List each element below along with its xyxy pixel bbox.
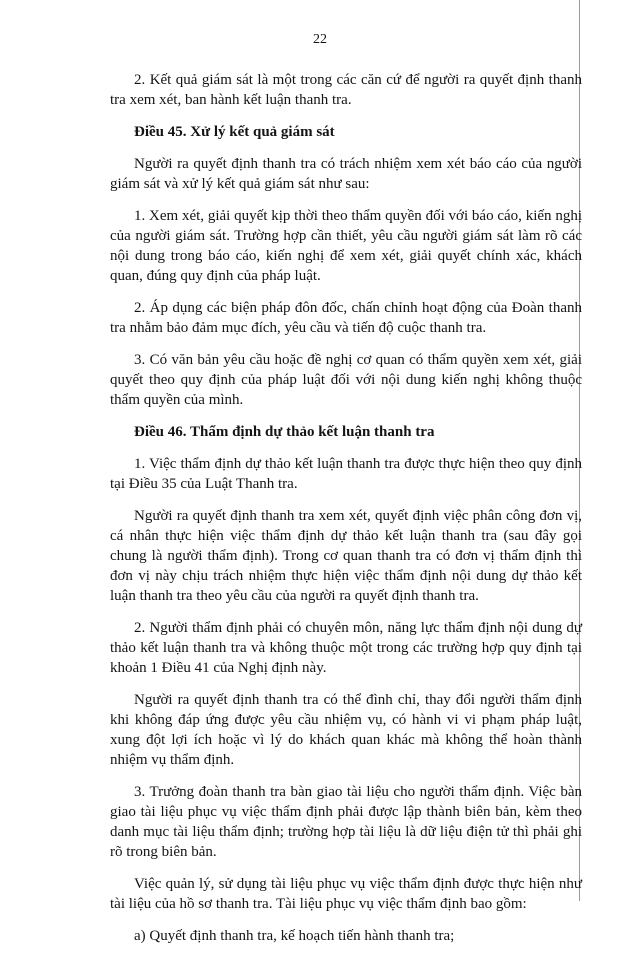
article-heading-46: Điều 46. Thẩm định dự thảo kết luận thanh tra <box>134 424 435 440</box>
paragraph: Việc quản lý, sử dụng tài liệu phục vụ việc thẩm định được thực hiện như tài liệu của hồ sơ thanh tra. Tài liệu phục vụ việc thẩm định bao gồm: <box>110 876 582 912</box>
paragraph: 2. Áp dụng các biện pháp đôn đốc, chấn chỉnh hoạt động của Đoàn thanh tra nhằm bảo đảm mục đích, yêu cầu và tiến độ cuộc thanh tra. <box>110 300 582 336</box>
paragraph: 1. Việc thẩm định dự thảo kết luận thanh tra được thực hiện theo quy định tại Điều 35 của Luật Thanh tra. <box>110 456 582 492</box>
paragraph: 2. Kết quả giám sát là một trong các căn cứ để người ra quyết định thanh tra xem xét, ban hành kết luận thanh tra. <box>110 72 582 108</box>
paragraph: a) Quyết định thanh tra, kế hoạch tiến hành thanh tra; <box>134 928 455 944</box>
paragraph: 1. Xem xét, giải quyết kịp thời theo thẩm quyền đối với báo cáo, kiến nghị của người giám sát. Trường hợp cần thiết, yêu cầu người giám sát làm rõ các nội dung trong báo cáo, kiến nghị để xem xét, giải quyết chính xác, khách quan, đúng quy định của pháp luật. <box>110 208 582 284</box>
article-heading-45: Điều 45. Xử lý kết quả giám sát <box>134 124 335 140</box>
paragraph: Người ra quyết định thanh tra có trách nhiệm xem xét báo cáo của người giám sát và xử lý kết quả giám sát như sau: <box>110 156 582 192</box>
paragraph: Người ra quyết định thanh tra xem xét, quyết định việc phân công đơn vị, cá nhân thực hiện việc thẩm định dự thảo kết luận thanh tra (sau đây gọi chung là người thẩm định). Trong cơ quan thanh tra có đơn vị thẩm định thì đơn vị này chịu trách nhiệm thực hiện việc thẩm định nội dung dự thảo kết luận thanh tra theo yêu cầu của người ra quyết định thanh tra. <box>110 508 582 604</box>
paragraph: 2. Người thẩm định phải có chuyên môn, năng lực thẩm định nội dung dự thảo kết luận thanh tra và không thuộc một trong các trường hợp quy định tại khoản 1 Điều 41 của Nghị định này. <box>110 620 582 676</box>
paragraph: 3. Trưởng đoàn thanh tra bàn giao tài liệu cho người thẩm định. Việc bàn giao tài liệu phục vụ việc thẩm định phải được lập thành biên bản, kèm theo danh mục tài liệu thẩm định; trường hợp tài liệu là dữ liệu điện tử thì phải ghi rõ trong biên bản. <box>110 784 582 860</box>
document-body <box>110 70 582 958</box>
paragraph: 3. Có văn bản yêu cầu hoặc đề nghị cơ quan có thẩm quyền xem xét, giải quyết theo quy định của pháp luật đối với nội dung kiến nghị không thuộc thẩm quyền của mình. <box>110 352 582 408</box>
page-number: 22 <box>313 32 327 47</box>
paragraph: Người ra quyết định thanh tra có thể đình chỉ, thay đổi người thẩm định khi không đáp ứng được yêu cầu nhiệm vụ, có hành vi vi phạm pháp luật, xung đột lợi ích hoặc vì lý do khách quan khác mà không thể hoàn thành nhiệm vụ thẩm định. <box>110 692 582 768</box>
